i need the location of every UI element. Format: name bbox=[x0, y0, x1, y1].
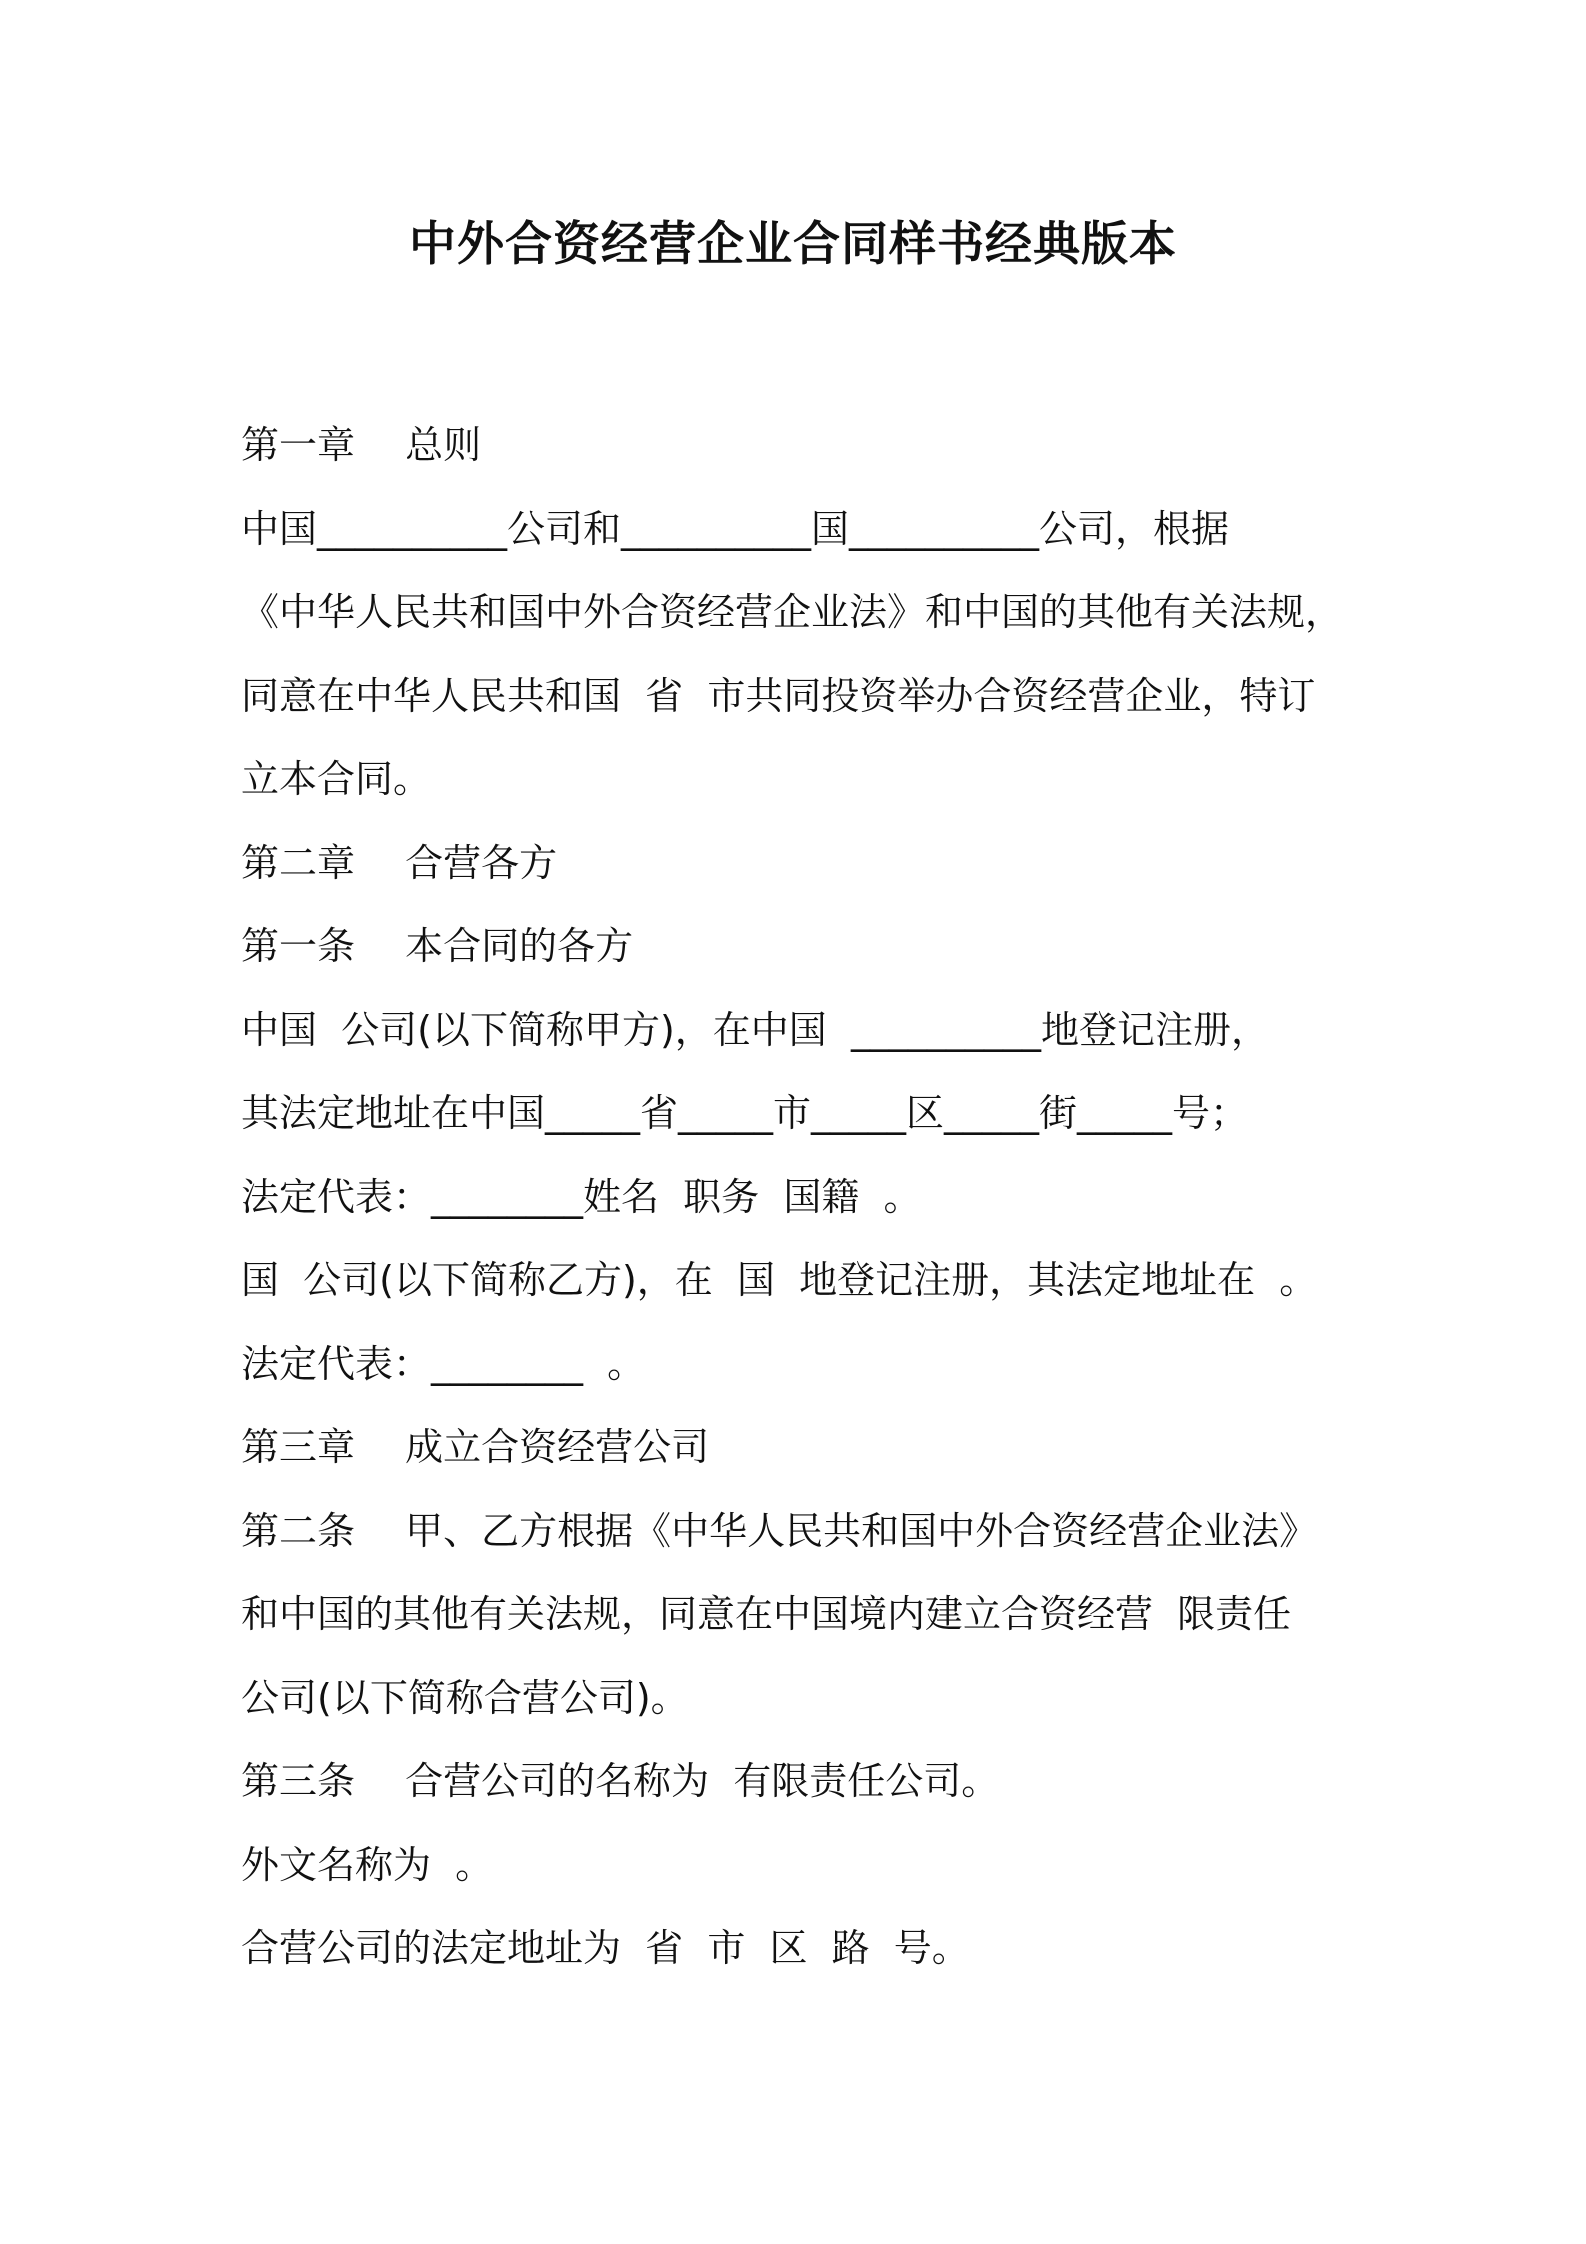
document-title: 中外合资经营企业合同样书经典版本 bbox=[409, 217, 1177, 272]
paragraph-line: 其法定地址在中国_____省_____市_____区_____街_____号； bbox=[241, 1091, 1249, 1135]
article-3-line: 第三条 合营公司的名称为 有限责任公司。 bbox=[241, 1759, 1000, 1803]
paragraph-line: 《中华人民共和国中外合资经营企业法》和中国的其他有关法规， bbox=[241, 590, 1344, 634]
article-2-line: 第二条 甲、乙方根据《中华人民共和国中外合资经营企业法》 bbox=[241, 1508, 1318, 1553]
paragraph-line: 法定代表：________姓名 职务 国籍 。 bbox=[241, 1174, 922, 1219]
paragraph-line: 法定代表：________ 。 bbox=[241, 1341, 646, 1386]
paragraph-line: 中国__________公司和__________国__________公司，根据 bbox=[241, 506, 1230, 551]
article-1-heading: 第一条 本合同的各方 bbox=[241, 924, 634, 968]
paragraph-line: 合营公司的法定地址为 省 市 区 路 号。 bbox=[241, 1926, 970, 1970]
paragraph-line: 国 公司(以下简称乙方)，在 国 地登记注册，其法定地址在 。 bbox=[241, 1258, 1318, 1302]
chapter-3-heading: 第三章 成立合资经营公司 bbox=[241, 1425, 710, 1469]
chapter-2-heading: 第二章 合营各方 bbox=[241, 840, 558, 885]
paragraph-line: 同意在中华人民共和国 省 市共同投资举办合资经营企业，特订 bbox=[241, 673, 1316, 718]
paragraph-line: 和中国的其他有关法规，同意在中国境内建立合资经营 限责任 bbox=[241, 1592, 1292, 1636]
chapter-1-heading: 第一章 总则 bbox=[241, 423, 482, 467]
paragraph-line: 立本合同。 bbox=[241, 757, 432, 801]
paragraph-line: 公司(以下简称合营公司)。 bbox=[241, 1675, 689, 1720]
document-body bbox=[241, 404, 1391, 1991]
paragraph-line: 中国 公司(以下简称甲方)，在中国 __________地登记注册， bbox=[241, 1007, 1269, 1052]
paragraph-line: 外文名称为 。 bbox=[241, 1842, 494, 1887]
